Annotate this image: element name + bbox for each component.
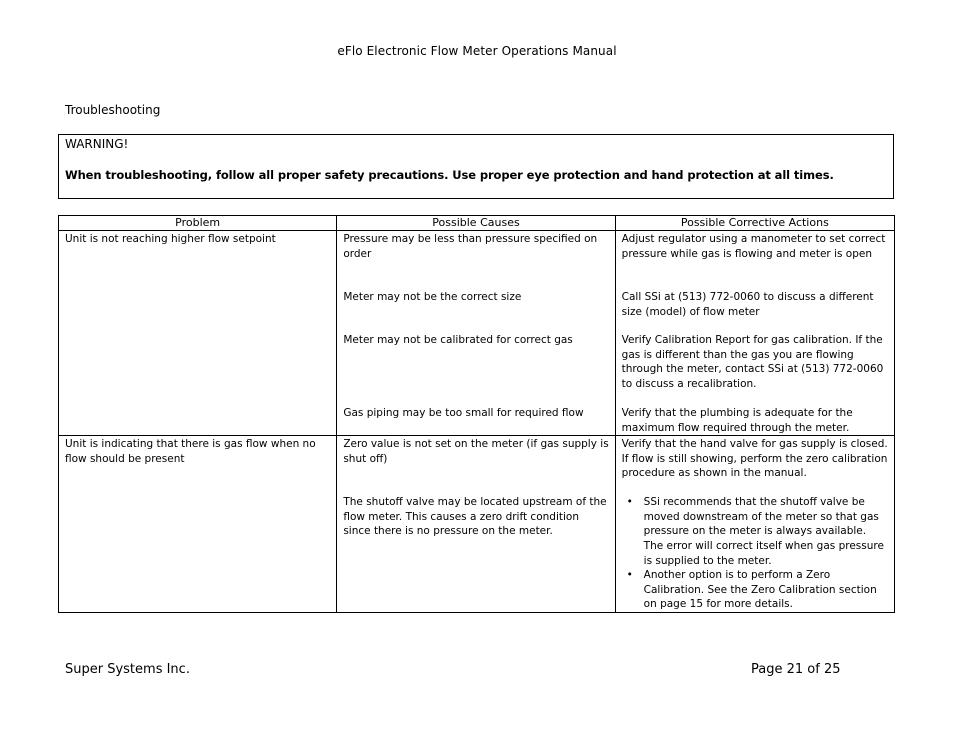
document-header: eFlo Electronic Flow Meter Operations Manual [337, 44, 617, 58]
action-text: Verify Calibration Report for gas calibration. If the gas is different than the gas you are flowing through the meter, contact SSi at (513) 772-0060 to discuss a recalibration. [621, 334, 884, 390]
action-text: Verify that the hand valve for gas supply is closed. If flow is still showing, perform the zero calibration procedure as shown in the manual. [621, 438, 888, 480]
action-text: Call SSi at (513) 772-0060 to discuss a different size (model) of flow meter [621, 291, 874, 318]
bullet-icon: • [626, 569, 633, 582]
bullet-text: Another option is to perform a Zero Calibration. See the Zero Calibration section on page 15 for more details. [643, 569, 877, 611]
action-text: Verify that the plumbing is adequate for the maximum flow required through the meter. [621, 407, 853, 434]
actions-cell [615, 436, 894, 613]
problem-cell [59, 436, 337, 613]
cause-text: The shutoff valve may be located upstream of the flow meter. This causes a zero drift condition since there is no pressure on the meter. [343, 496, 607, 538]
table-header-row [59, 216, 895, 231]
causes-cell [337, 231, 615, 436]
problem-text: Unit is indicating that there is gas flow when no flow should be present [65, 438, 316, 465]
warning-box [58, 134, 894, 199]
warning-title: WARNING! [65, 137, 129, 151]
table-row [59, 231, 895, 436]
column-header-problem: Problem [59, 216, 337, 231]
problem-cell [59, 231, 337, 436]
bullet-icon: • [626, 496, 633, 509]
table-row [59, 436, 895, 613]
bullet-item [622, 495, 888, 568]
section-title: Troubleshooting [65, 103, 161, 117]
problem-text: Unit is not reaching higher flow setpoint [65, 233, 276, 245]
warning-text: When troubleshooting, follow all proper safety precautions. Use proper eye protection and hand protection at all times. [65, 168, 834, 182]
troubleshooting-table [58, 215, 895, 613]
cause-text: Pressure may be less than pressure specified on order [343, 233, 598, 260]
cause-text: Gas piping may be too small for required flow [343, 407, 584, 419]
actions-cell [615, 231, 894, 436]
bullet-item [622, 568, 888, 612]
cause-text: Zero value is not set on the meter (if gas supply is shut off) [343, 438, 609, 465]
column-header-actions: Possible Corrective Actions [615, 216, 894, 231]
cause-text: Meter may not be the correct size [343, 291, 522, 303]
footer-company: Super Systems Inc. [65, 662, 190, 677]
action-text: Adjust regulator using a manometer to set correct pressure while gas is flowing and meter is open [621, 233, 886, 260]
bullet-text: SSi recommends that the shutoff valve be moved downstream of the meter so that gas pressure on the meter is always available. The error will correct itself when gas pressure is supplied to the meter. [643, 496, 884, 567]
cause-text: Meter may not be calibrated for correct gas [343, 334, 573, 346]
footer-page-number: Page 21 of 25 [751, 662, 841, 677]
column-header-causes: Possible Causes [337, 216, 615, 231]
causes-cell [337, 436, 615, 613]
